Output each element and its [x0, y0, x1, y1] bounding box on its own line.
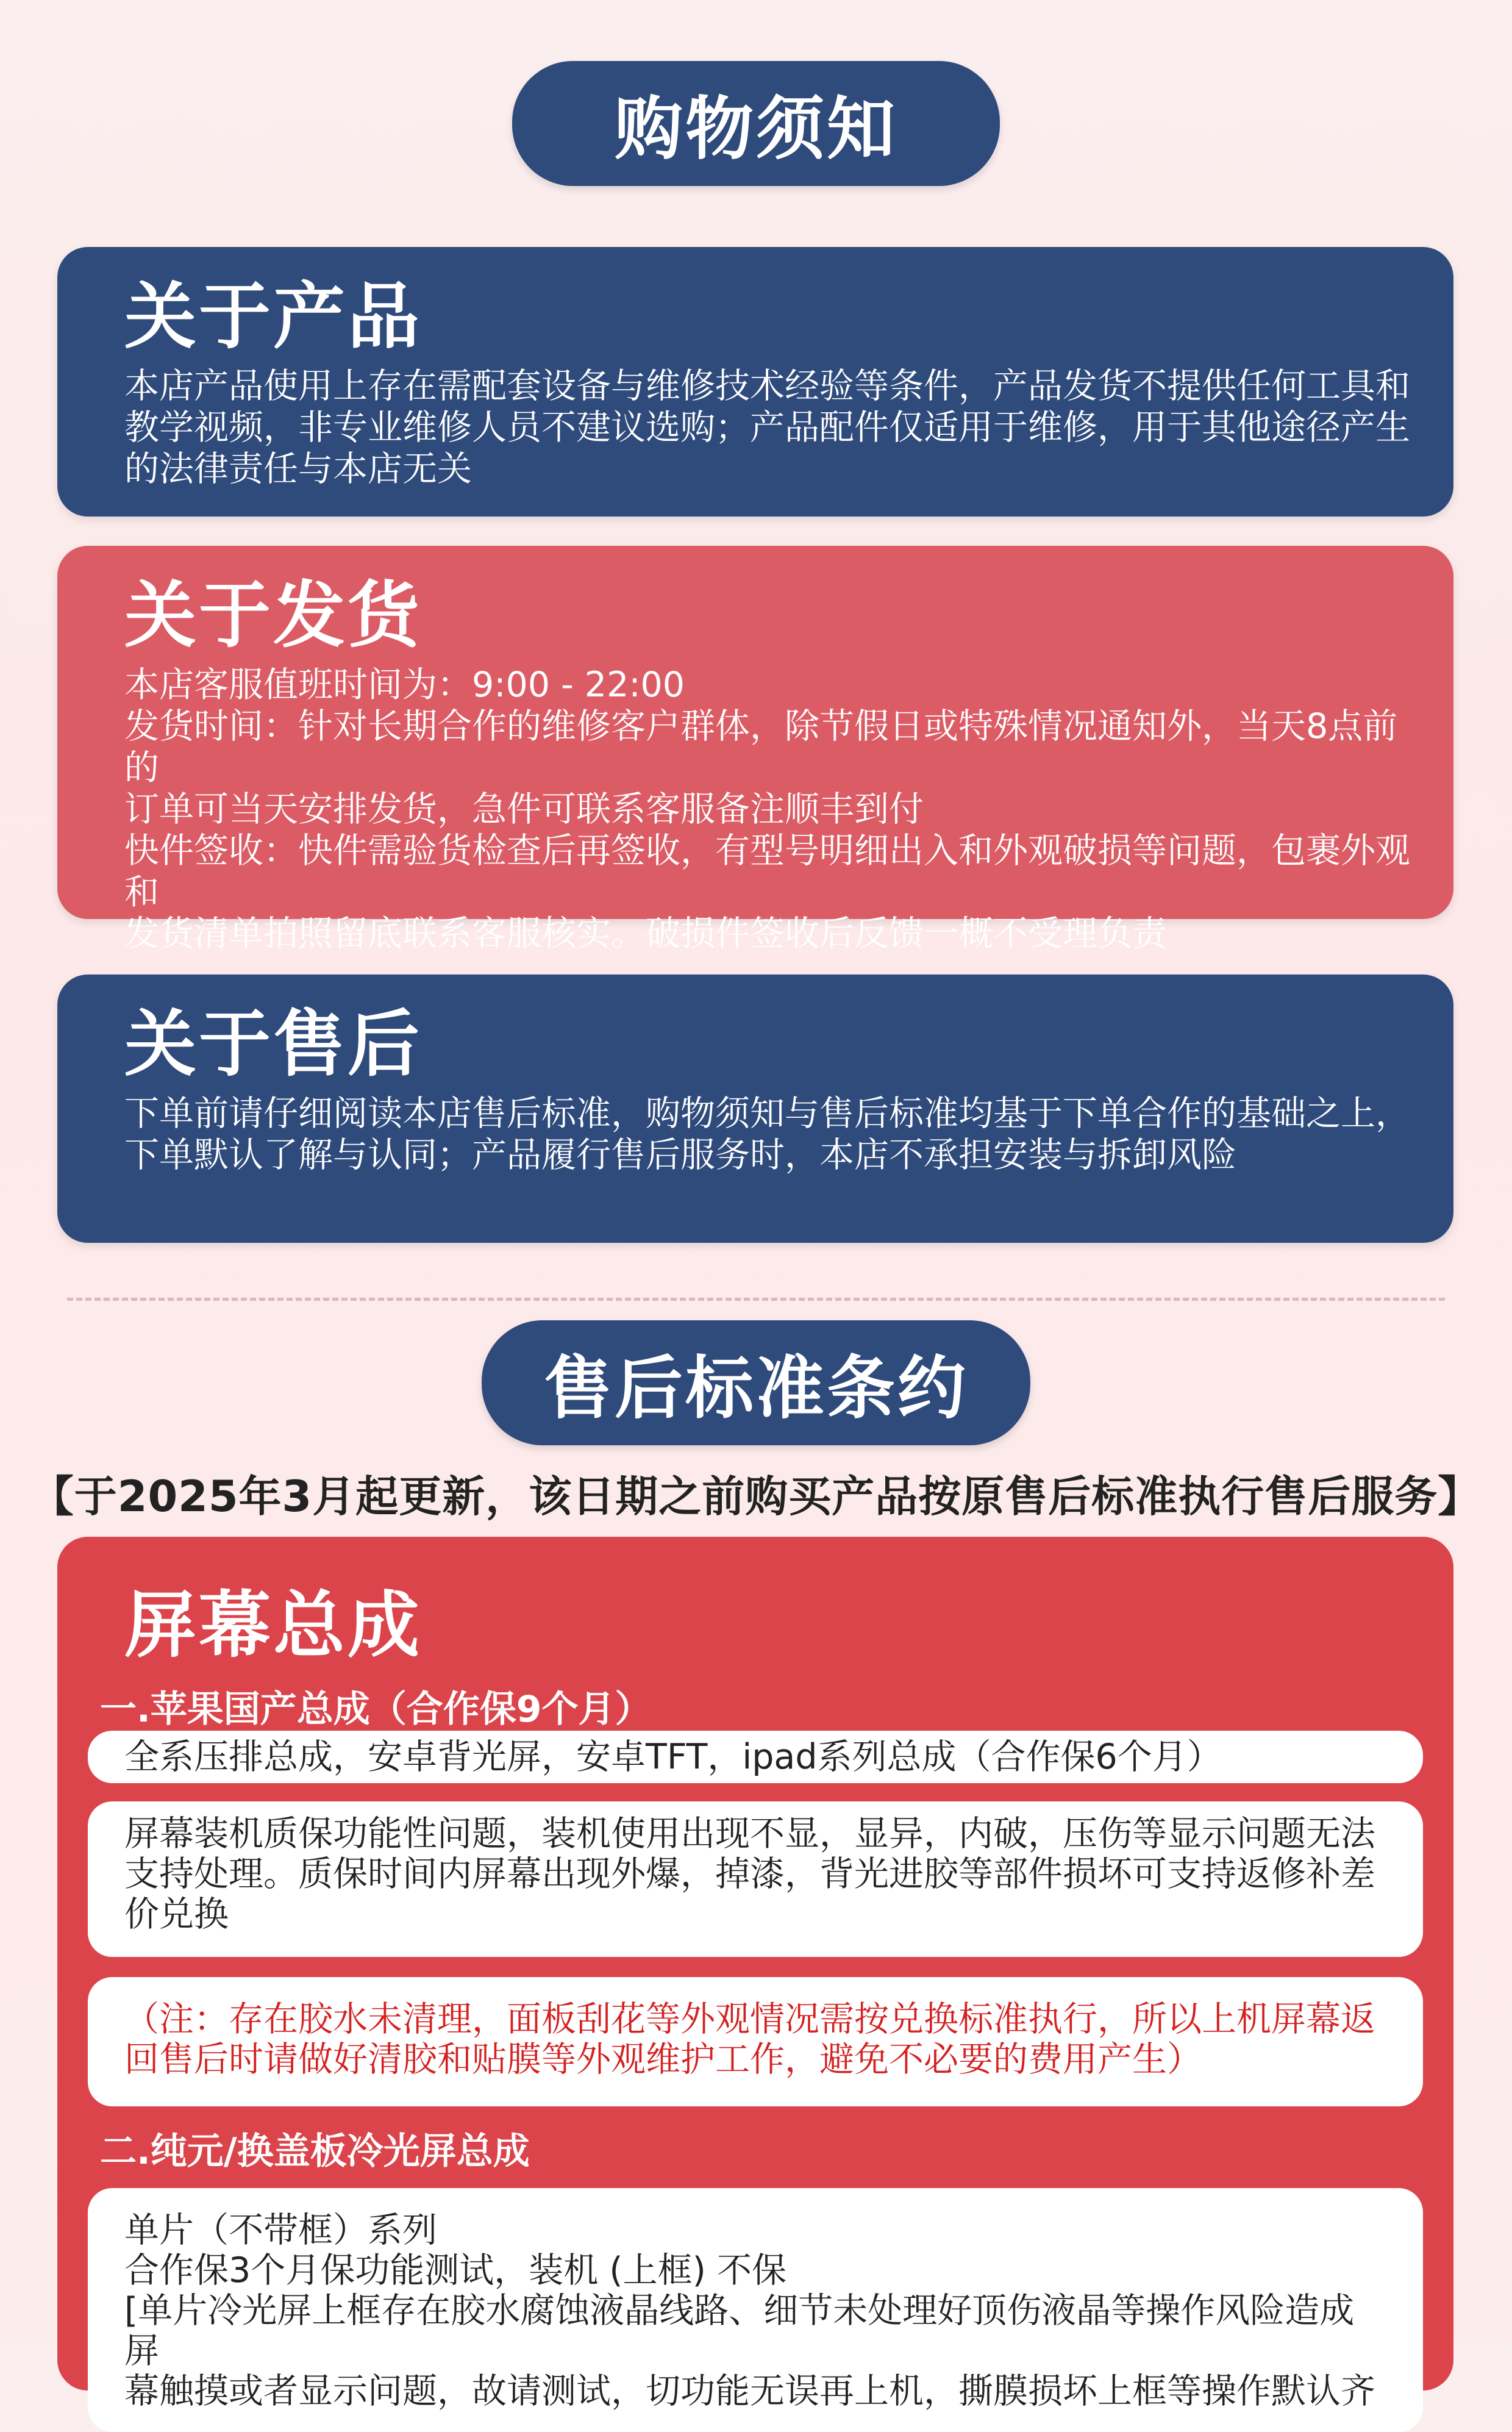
- card-screen-assembly: [57, 1537, 1453, 2411]
- card-line: 本店客服值班时间为：9:00 - 22:00: [124, 664, 685, 705]
- card-body: [124, 664, 1417, 954]
- card-title: 屏幕总成: [124, 1583, 423, 1667]
- card-line: 发货时间：针对长期合作的维修客户群体，除节假日或特殊情况通知外，当天8点前的: [124, 706, 1398, 788]
- section-title-shopping-notice: [512, 61, 1000, 186]
- card-body: [124, 1093, 1417, 1176]
- card-about-product: [57, 247, 1453, 517]
- card-body: [124, 365, 1417, 490]
- card-about-shipping: [57, 546, 1453, 954]
- info-text: 全系压排总成，安卓背光屏，安卓TFT，ipad系列总成（合作保6个月）: [124, 1737, 1222, 1777]
- card-title: 关于产品: [124, 274, 423, 359]
- update-notice: 【于2025年3月起更新，该日期之前购买产品按原售后标准执行售后服务】: [30, 1472, 1482, 1522]
- info-box: [88, 2188, 1423, 2432]
- card-line: 本店产品使用上存在需配套设备与维修技术经验等条件，产品发货不提供任何工具和: [124, 365, 1410, 406]
- info-box: [88, 1801, 1423, 1957]
- card-line: 下单默认了解与认同；产品履行售后服务时，本店不承担安装与拆卸风险: [124, 1134, 1236, 1175]
- card-line: 下单前请仔细阅读本店售后标准，购物须知与售后标准均基于下单合作的基础之上，: [124, 1093, 1410, 1134]
- info-line: 幕触摸或者显示问题，故请测试，切功能无误再上机，撕膜损坏上框等操作默认齐: [124, 2371, 1375, 2411]
- card-line: 快件签收：快件需验货检查后再签收，有型号明细出入和外观破损等问题，包裹外观和: [124, 830, 1410, 912]
- info-line: 合作保3个月保功能测试，装机 (上框) 不保: [124, 2250, 786, 2291]
- info-line: 支持处理。质保时间内屏幕出现外爆，掉漆，背光进胶等部件损坏可支持返修补差: [124, 1854, 1375, 1894]
- info-line: 单片（不带框）系列: [124, 2210, 437, 2250]
- card-line: 教学视频，非专业维修人员不建议选购；产品配件仅适用于维修，用于其他途径产生: [124, 407, 1410, 448]
- card-line: 的法律责任与本店无关: [124, 448, 472, 489]
- note-box: [88, 1977, 1423, 2106]
- section-title-text: 购物须知: [615, 90, 897, 169]
- subsection-label: 二.纯元/换盖板冷光屏总成: [100, 2130, 530, 2173]
- info-line: 屏幕装机质保功能性问题，装机使用出现不显，显异，内破，压伤等显示问题无法: [124, 1814, 1375, 1854]
- section-divider: [67, 1298, 1445, 1301]
- card-line: 发货清单拍照留底联系客服核实。破损件签收后反馈一概不受理负责: [124, 913, 1167, 954]
- card-about-after-sales: [57, 975, 1453, 1243]
- note-line: 回售后时请做好清胶和贴膜等外观维护工作，避免不必要的费用产生）: [124, 2039, 1202, 2080]
- card-line: 订单可当天安排发货，急件可联系客服备注顺丰到付: [124, 789, 924, 829]
- card-title: 关于发货: [124, 573, 423, 657]
- section-title-text: 售后标准条约: [544, 1349, 968, 1428]
- card-title: 关于售后: [124, 1002, 423, 1086]
- info-line: 价兑换: [124, 1894, 229, 1934]
- section-title-after-sales-terms: [482, 1320, 1030, 1445]
- info-line: [单片冷光屏上框存在胶水腐蚀液晶线路、细节未处理好顶伤液晶等操作风险造成屏: [124, 2291, 1355, 2371]
- subsection-label: 一.苹果国产总成（合作保9个月）: [100, 1688, 652, 1731]
- note-line: （注：存在胶水未清理，面板刮花等外观情况需按兑换标准执行，所以上机屏幕返: [124, 1999, 1375, 2039]
- info-box: [88, 1731, 1423, 1783]
